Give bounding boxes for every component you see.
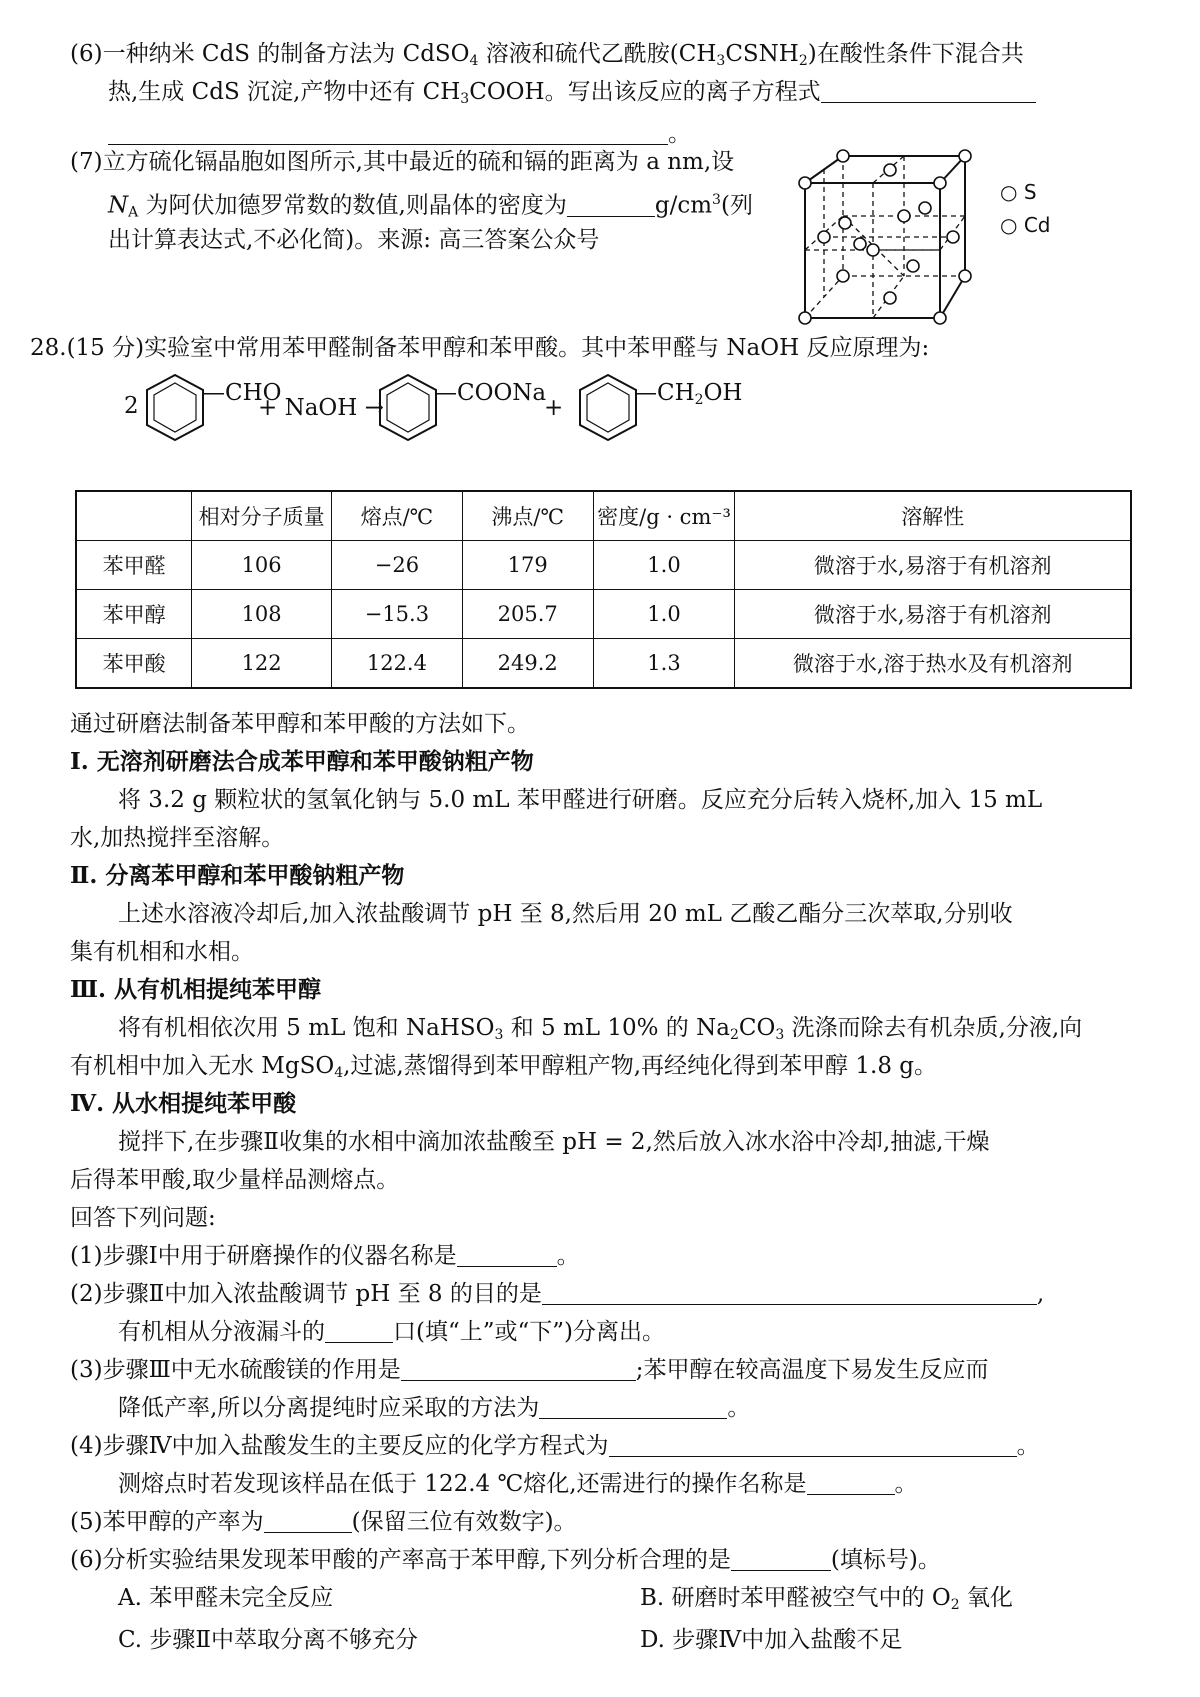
q6-text: )在酸性条件下混合共	[807, 41, 1024, 67]
q6-sub: 2	[798, 53, 808, 69]
method-text: 通过研磨法制备苯甲醇和苯甲酸的方法如下。	[70, 711, 530, 737]
table-cell: 122.4	[331, 639, 462, 689]
q7-sup: 3	[712, 192, 721, 208]
step-1-line-2	[70, 822, 284, 854]
method-text: ,过滤,蒸馏得到苯甲醇粗产物,再经纯化得到苯甲醇 1.8 g。	[343, 1053, 937, 1079]
table-header: 密度/g · cm⁻³	[593, 491, 735, 541]
question-text: 。	[894, 1471, 918, 1497]
step-3-title	[70, 974, 321, 1006]
option-text: A. 苯甲醛未完全反应	[118, 1585, 334, 1611]
legend-s	[1000, 180, 1037, 204]
step-4-title	[70, 1088, 296, 1120]
method-text: CO	[738, 1015, 776, 1041]
q7-text: 出计算表达式,不必化简)。来源: 高三答案公众号	[108, 227, 600, 253]
answer-blank[interactable]	[264, 1508, 352, 1533]
q6-text: 热,生成 CdS 沉淀,产物中还有 CH	[108, 79, 461, 105]
q7-line-3	[108, 224, 599, 256]
table-row	[76, 541, 1131, 590]
option-d[interactable]	[640, 1624, 902, 1656]
cd-atom-icon: ○	[1000, 213, 1018, 237]
step-3-line-2	[70, 1050, 937, 1089]
table-row	[76, 639, 1131, 689]
method-text: 搅拌下,在步骤Ⅱ收集的水相中滴加浓盐酸至 pH = 2,然后放入冰水浴中冷却,抽滤,干燥	[118, 1129, 990, 1155]
question-text: (4)步骤Ⅳ中加入盐酸发生的主要反应的化学方程式为	[70, 1433, 609, 1459]
question-text: (3)步骤Ⅲ中无水硫酸镁的作用是	[70, 1357, 401, 1383]
option-c[interactable]	[118, 1624, 418, 1656]
question-text: 有机相从分液漏斗的	[118, 1319, 325, 1345]
table-header: 沸点/℃	[462, 491, 593, 541]
option-a[interactable]	[118, 1582, 333, 1614]
table-cell: 122	[192, 639, 332, 689]
legend-label: S	[1023, 180, 1037, 204]
table-cell: 1.0	[593, 590, 735, 639]
q6-text: 。	[668, 121, 691, 147]
table-cell: 苯甲酸	[76, 639, 192, 689]
q6-text: COOH。写出该反应的离子方程式	[469, 79, 821, 105]
method-text: 水,加热搅拌至溶解。	[70, 825, 285, 851]
answer-blank[interactable]	[609, 1432, 1017, 1457]
step-title-text: Ⅳ. 从水相提纯苯甲酸	[70, 1090, 297, 1117]
answer-blank[interactable]	[567, 192, 655, 217]
legend-cd	[1000, 213, 1050, 237]
eq-plus-naoh: + NaOH →	[258, 395, 384, 421]
answer-blank[interactable]	[108, 120, 668, 145]
method-sub: 3	[775, 1027, 785, 1043]
question-5	[70, 1506, 577, 1538]
table-cell: 1.0	[593, 541, 735, 590]
question-text: 回答下列问题:	[70, 1205, 216, 1231]
question-text: 测熔点时若发现该样品在低于 122.4 ℃熔化,还需进行的操作名称是	[118, 1471, 807, 1497]
q7-sub: A	[128, 204, 139, 221]
table-header-row	[76, 491, 1131, 541]
step-4-line-1	[118, 1126, 990, 1158]
step-2-title	[70, 860, 404, 892]
method-sub: 3	[494, 1027, 504, 1043]
answer-blank[interactable]	[731, 1546, 831, 1571]
option-text: C. 步骤Ⅱ中萃取分离不够充分	[118, 1627, 419, 1653]
method-text: 和 5 mL 10% 的 Na	[503, 1015, 730, 1041]
table-cell: 微溶于水,溶于热水及有机溶剂	[735, 639, 1131, 689]
cds-unit-cell-diagram	[795, 148, 995, 338]
q6-text: 溶液和硫代乙酰胺(CH	[478, 41, 717, 67]
question-text: (1)步骤Ⅰ中用于研磨操作的仪器名称是	[70, 1243, 457, 1269]
answer-blank[interactable]	[325, 1318, 393, 1343]
table-cell: 108	[192, 590, 332, 639]
question-text: 。	[556, 1243, 580, 1269]
table-header: 熔点/℃	[331, 491, 462, 541]
q6-text: CSNH	[725, 41, 799, 67]
question-text: 。	[727, 1395, 751, 1421]
q6-line-2	[108, 76, 1036, 115]
method-intro	[70, 708, 530, 740]
answer-blank[interactable]	[821, 78, 1036, 103]
option-sub: 2	[950, 1597, 960, 1613]
table-cell: −15.3	[331, 590, 462, 639]
eq-sub: 2	[694, 392, 704, 408]
question-text: (6)分析实验结果发现苯甲酸的产率高于苯甲醇,下列分析合理的是	[70, 1547, 731, 1573]
question-2-line-1	[70, 1278, 1044, 1310]
q7-text: g/cm	[654, 192, 713, 219]
table-row	[76, 590, 1131, 639]
q7-text: (7)立方硫化镉晶胞如图所示,其中最近的硫和镉的距离为 a nm,设	[70, 149, 735, 175]
eq-text: OH	[703, 380, 743, 406]
option-text: D. 步骤Ⅳ中加入盐酸不足	[640, 1627, 903, 1653]
benzene-ring-icon	[573, 370, 643, 445]
table-header: 相对分子质量	[192, 491, 332, 541]
table-cell: 106	[192, 541, 332, 590]
legend-label: Cd	[1023, 213, 1051, 237]
eq-coefficient: 2	[124, 393, 139, 419]
method-text: 洗涤而除去有机杂质,分液,向	[784, 1015, 1083, 1041]
step-title-text: Ⅱ. 分离苯甲醇和苯甲酸钠粗产物	[70, 862, 405, 889]
q6-sub: 3	[460, 91, 470, 107]
q7-text: (列	[720, 192, 753, 219]
question-text: (保留三位有效数字)。	[351, 1509, 577, 1535]
question-text: ,	[1036, 1281, 1045, 1307]
table-cell: 苯甲醇	[76, 590, 192, 639]
eq-ch2oh	[634, 380, 743, 408]
eq-plus: +	[544, 395, 564, 421]
question-1	[70, 1240, 580, 1272]
q6-sub: 4	[469, 53, 479, 69]
question-text: 。	[1016, 1433, 1040, 1459]
question-2-line-2	[118, 1316, 665, 1348]
eq-text: —CH	[634, 380, 695, 406]
step-2-line-1	[118, 898, 1013, 930]
table-header	[76, 491, 192, 541]
method-text: 将有机相依次用 5 mL 饱和 NaHSO	[118, 1015, 495, 1041]
step-4-line-2	[70, 1164, 399, 1196]
table-cell: 205.7	[462, 590, 593, 639]
step-2-line-2	[70, 936, 254, 968]
question-text: ;苯甲醇在较高温度下易发生反应而	[635, 1357, 989, 1383]
table-cell: 249.2	[462, 639, 593, 689]
method-sub: 4	[334, 1065, 344, 1081]
question-3-line-2	[118, 1392, 750, 1424]
q7-text: N	[108, 192, 129, 219]
q6-text: (6)一种纳米 CdS 的制备方法为 CdSO	[70, 41, 470, 67]
benzene-ring-icon	[373, 370, 443, 445]
questions-intro	[70, 1202, 216, 1234]
table-header: 溶解性	[735, 491, 1131, 541]
properties-table	[75, 490, 1132, 689]
table-cell: 苯甲醛	[76, 541, 192, 590]
q28-title-text: 28.(15 分)实验室中常用苯甲醛制备苯甲醇和苯甲酸。其中苯甲醛与 NaOH 反应原理为:	[30, 335, 930, 361]
method-text: 集有机相和水相。	[70, 939, 254, 965]
method-text: 将 3.2 g 颗粒状的氢氧化钠与 5.0 mL 苯甲醛进行研磨。反应充分后转入烧杯,加入 15 mL	[118, 787, 1043, 813]
answer-blank[interactable]	[542, 1280, 1037, 1305]
question-text: (5)苯甲醇的产率为	[70, 1509, 264, 1535]
option-text: B. 研磨时苯甲醛被空气中的 O	[640, 1585, 951, 1611]
step-1-line-1	[118, 784, 1042, 816]
option-b[interactable]	[640, 1582, 1013, 1621]
method-sub: 2	[729, 1027, 739, 1043]
method-text: 有机相中加入无水 MgSO	[70, 1053, 335, 1079]
question-4-line-2	[118, 1468, 918, 1500]
q28-title	[30, 332, 929, 364]
method-text: 后得苯甲酸,取少量样品测熔点。	[70, 1167, 400, 1193]
step-1-title	[70, 746, 534, 778]
answer-blank[interactable]	[457, 1242, 557, 1267]
question-text: (2)步骤Ⅱ中加入浓盐酸调节 pH 至 8 的目的是	[70, 1281, 542, 1307]
table-cell: −26	[331, 541, 462, 590]
question-text: 降低产率,所以分离提纯时应采取的方法为	[118, 1395, 540, 1421]
question-4-line-1	[70, 1430, 1040, 1462]
step-title-text: Ⅰ. 无溶剂研磨法合成苯甲醇和苯甲酸钠粗产物	[70, 748, 534, 775]
question-3-line-1	[70, 1354, 989, 1386]
table-cell: 179	[462, 541, 593, 590]
eq-coona: —COONa	[434, 380, 547, 406]
method-text: 上述水溶液冷却后,加入浓盐酸调节 pH 至 8,然后用 20 mL 乙酸乙酯分三次萃取,分别收	[118, 901, 1013, 927]
eq-cho: —CHO	[202, 380, 282, 406]
table-cell: 微溶于水,易溶于有机溶剂	[735, 590, 1131, 639]
q7-line-2	[108, 184, 753, 229]
question-text: 口(填“上”或“下”)分离出。	[393, 1319, 665, 1345]
answer-blank[interactable]	[539, 1394, 727, 1419]
step-3-line-1	[118, 1012, 1082, 1051]
answer-blank[interactable]	[807, 1470, 895, 1495]
table-cell: 微溶于水,易溶于有机溶剂	[735, 541, 1131, 590]
q6-line-1	[70, 38, 1024, 77]
question-6	[70, 1544, 941, 1576]
answer-blank[interactable]	[401, 1356, 636, 1381]
step-title-text: Ⅲ. 从有机相提纯苯甲醇	[70, 976, 322, 1003]
q7-line-1	[70, 146, 734, 178]
table-cell: 1.3	[593, 639, 735, 689]
q7-text: 为阿伏加德罗常数的数值,则晶体的密度为	[138, 192, 567, 219]
option-text: 氧化	[959, 1585, 1013, 1611]
benzene-ring-icon	[140, 370, 210, 445]
s-atom-icon: ○	[1000, 180, 1018, 204]
question-text: (填标号)。	[830, 1547, 941, 1573]
q6-sub: 3	[716, 53, 726, 69]
